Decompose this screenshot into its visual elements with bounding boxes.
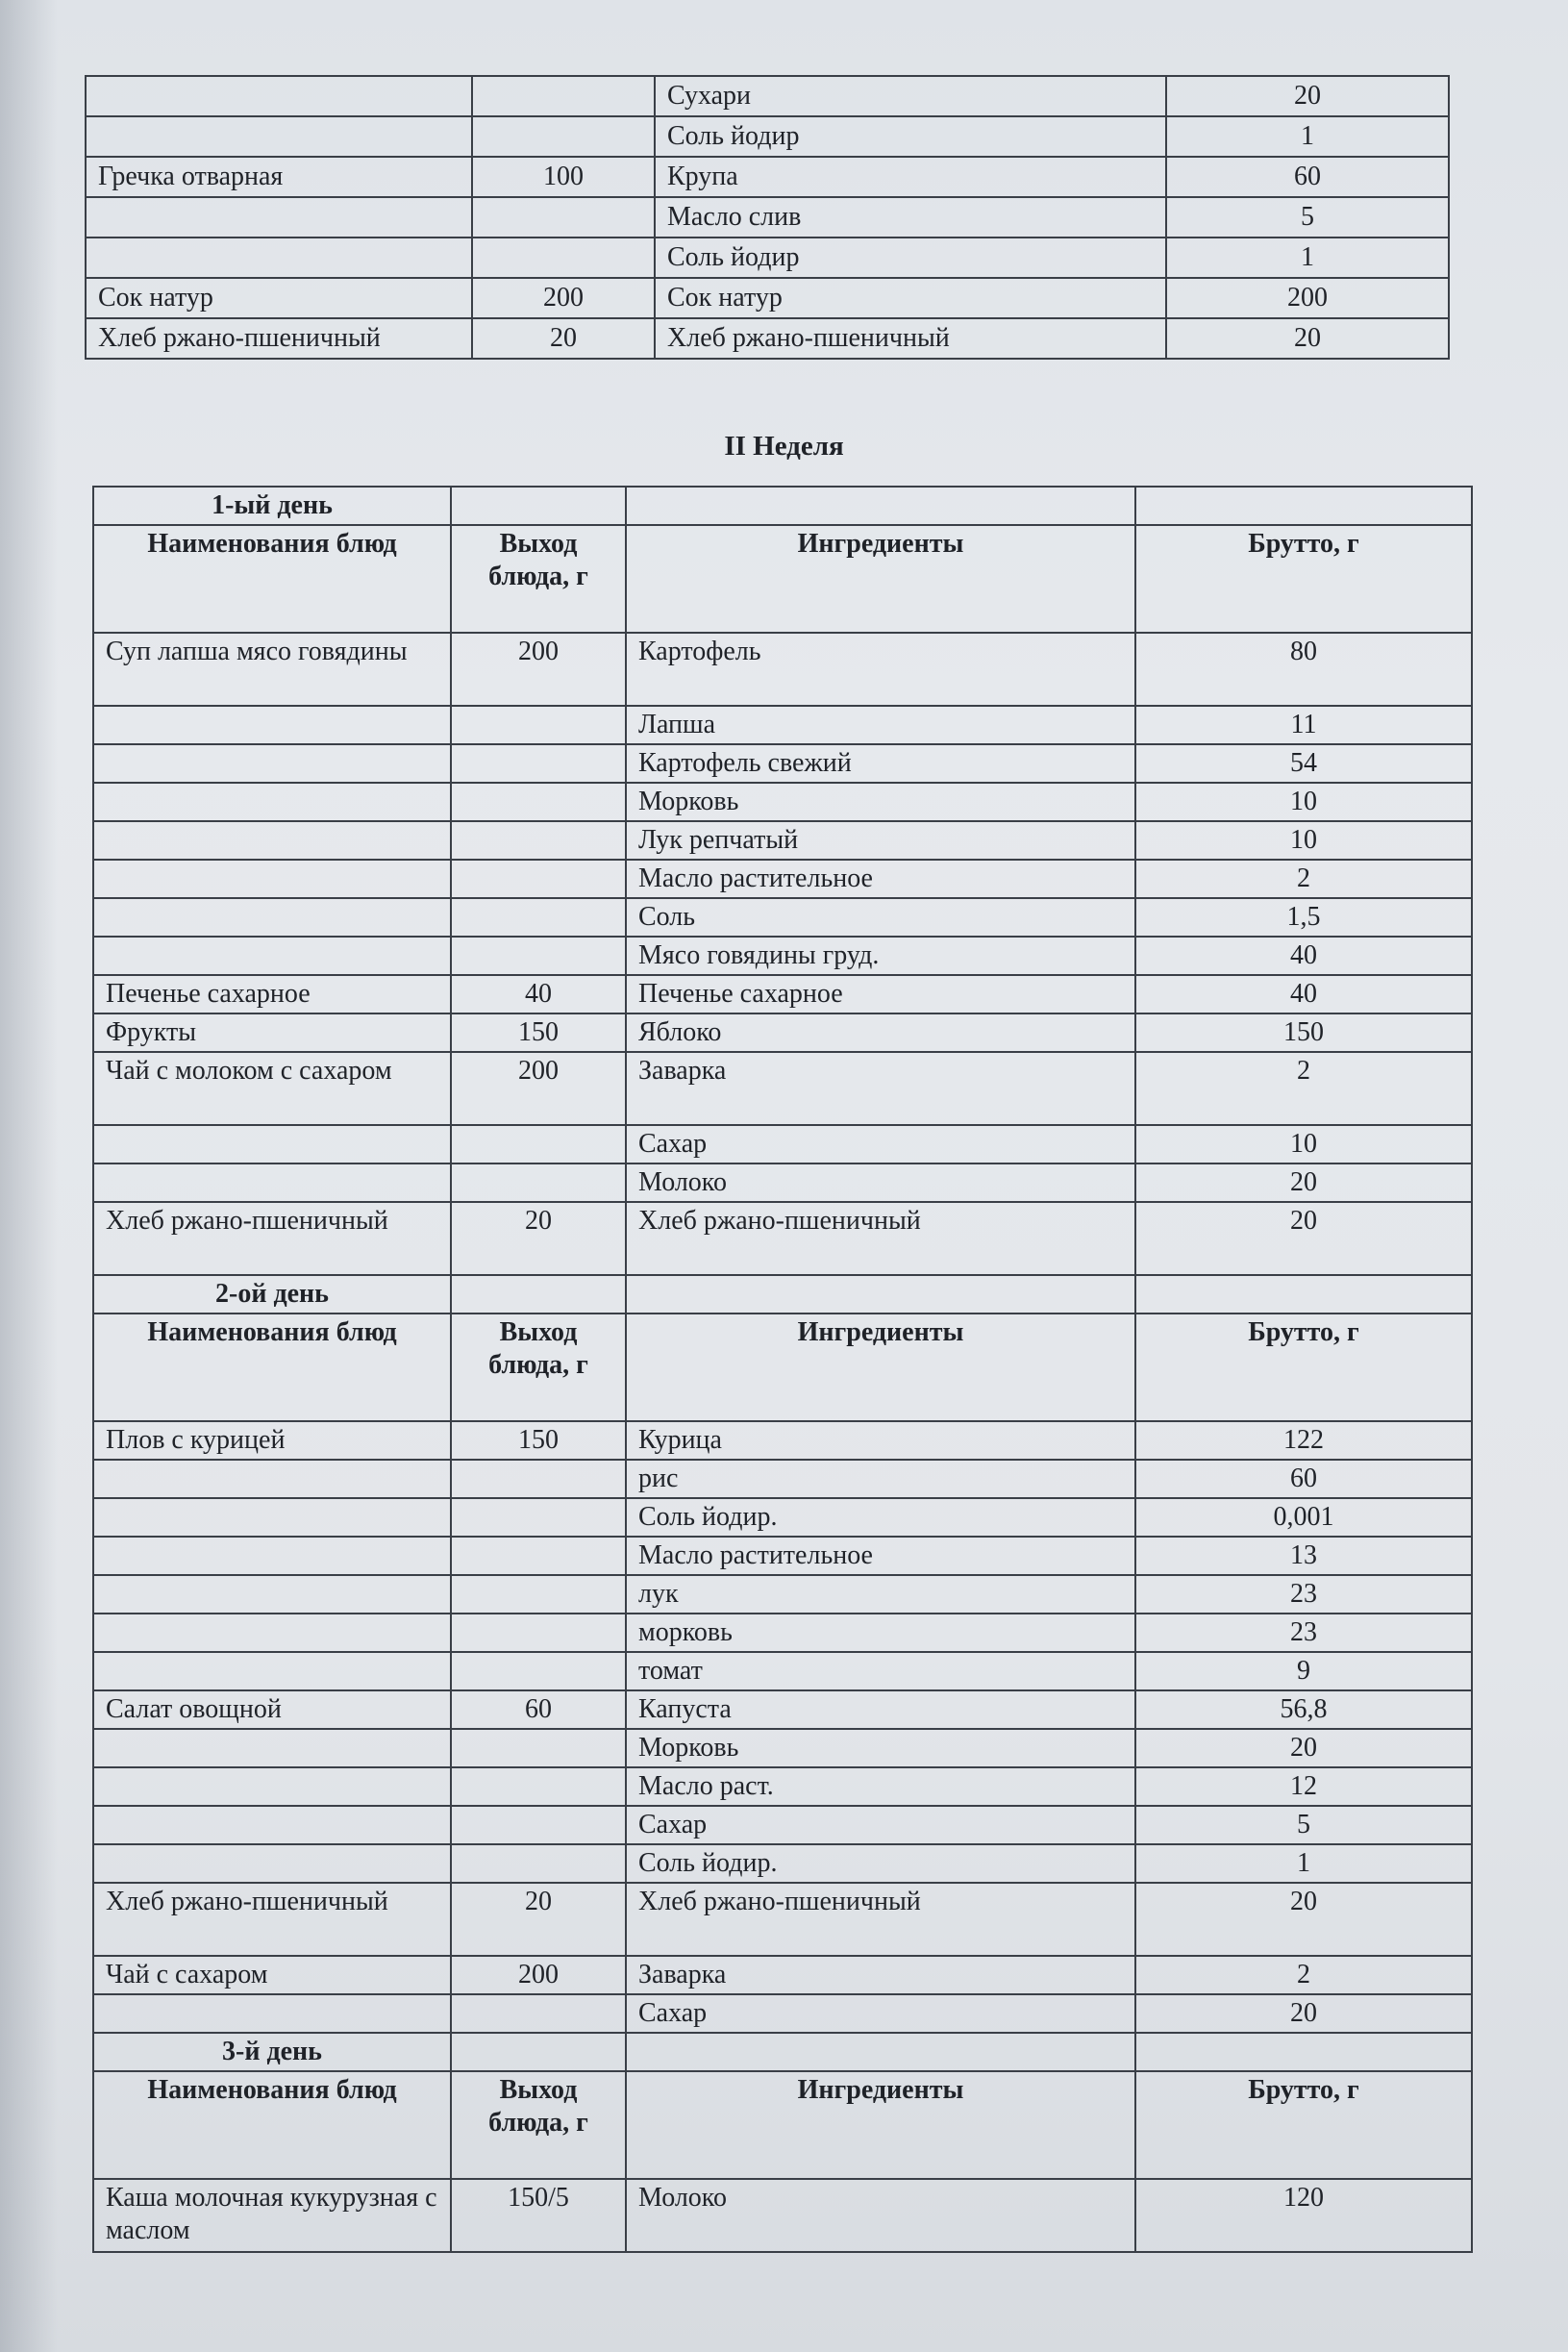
dish-name-cell: Гречка отварная (86, 157, 472, 197)
table-row (93, 821, 1472, 860)
table-row (93, 783, 1472, 821)
table-row (93, 2179, 1472, 2252)
ingredient-cell: лук (626, 1575, 1135, 1614)
table-row (93, 1956, 1472, 1994)
dish-name-cell (86, 76, 472, 116)
dish-yield-cell: 60 (451, 1690, 626, 1729)
column-header-row (93, 1314, 1472, 1421)
dish-yield-cell (451, 1806, 626, 1844)
dish-yield-cell (451, 1767, 626, 1806)
dish-name-cell: Суп лапша мясо говядины (93, 633, 451, 706)
gross-weight-cell: Брутто, г (1135, 2071, 1472, 2179)
dish-name-cell: 1-ый день (93, 487, 451, 525)
table-row (93, 1460, 1472, 1498)
dish-name-cell: Каша молочная кукурузная с маслом (93, 2179, 451, 2252)
table-row (93, 937, 1472, 975)
gross-weight-cell: 10 (1135, 821, 1472, 860)
gross-weight-cell: 150 (1135, 1013, 1472, 1052)
ingredient-cell: томат (626, 1652, 1135, 1690)
day-label-row (93, 1275, 1472, 1314)
table-row (93, 706, 1472, 744)
dish-yield-cell: Выход блюда, г (451, 2071, 626, 2179)
gross-weight-cell: 0,001 (1135, 1498, 1472, 1537)
gross-weight-cell: 13 (1135, 1537, 1472, 1575)
ingredient-cell: Хлеб ржано-пшеничный (626, 1202, 1135, 1275)
dish-name-cell: Наименования блюд (93, 2071, 451, 2179)
dish-name-cell (86, 238, 472, 278)
ingredient-cell: Масло раст. (626, 1767, 1135, 1806)
table-row (93, 1013, 1472, 1052)
previous-menu-table (85, 75, 1450, 360)
ingredient-cell: Заварка (626, 1956, 1135, 1994)
dish-yield-cell (451, 1614, 626, 1652)
dish-yield-cell (472, 76, 655, 116)
dish-name-cell: 2-ой день (93, 1275, 451, 1314)
ingredient-cell: Ингредиенты (626, 2071, 1135, 2179)
dish-name-cell (93, 744, 451, 783)
dish-yield-cell (451, 937, 626, 975)
gross-weight-cell: 56,8 (1135, 1690, 1472, 1729)
dish-yield-cell (451, 1729, 626, 1767)
dish-yield-cell: 20 (451, 1202, 626, 1275)
dish-name-cell (93, 1614, 451, 1652)
dish-yield-cell: Выход блюда, г (451, 1314, 626, 1421)
ingredient-cell: Морковь (626, 783, 1135, 821)
gross-weight-cell: 10 (1135, 783, 1472, 821)
table-row (93, 1767, 1472, 1806)
dish-yield-cell: 200 (451, 1052, 626, 1125)
week-title: II Неделя (724, 431, 844, 462)
gross-weight-cell: 40 (1135, 937, 1472, 975)
ingredient-cell: Сахар (626, 1806, 1135, 1844)
dish-name-cell (93, 860, 451, 898)
dish-yield-cell (451, 898, 626, 937)
dish-yield-cell: 150/5 (451, 2179, 626, 2252)
gross-weight-cell (1135, 1275, 1472, 1314)
gross-weight-cell: 20 (1135, 1202, 1472, 1275)
gross-weight-cell: 40 (1135, 975, 1472, 1013)
gross-weight-cell: 1 (1166, 238, 1449, 278)
dish-yield-cell (451, 821, 626, 860)
gross-weight-cell: 5 (1135, 1806, 1472, 1844)
gross-weight-cell: 23 (1135, 1575, 1472, 1614)
table-row (93, 1652, 1472, 1690)
gross-weight-cell: 9 (1135, 1652, 1472, 1690)
dish-name-cell: 3-й день (93, 2033, 451, 2071)
dish-name-cell (93, 821, 451, 860)
dish-yield-cell: 200 (472, 278, 655, 318)
dish-yield-cell (451, 1844, 626, 1883)
dish-name-cell (93, 1994, 451, 2033)
table-row (86, 76, 1449, 116)
gross-weight-cell: 1 (1166, 116, 1449, 157)
dish-name-cell (93, 1537, 451, 1575)
table-row (86, 197, 1449, 238)
gross-weight-cell: 23 (1135, 1614, 1472, 1652)
gross-weight-cell: 20 (1135, 1163, 1472, 1202)
dish-name-cell (93, 1652, 451, 1690)
dish-name-cell: Чай с молоком с сахаром (93, 1052, 451, 1125)
ingredient-cell: Морковь (626, 1729, 1135, 1767)
ingredient-cell: Сахар (626, 1125, 1135, 1163)
table-row (93, 1883, 1472, 1956)
ingredient-cell: Молоко (626, 1163, 1135, 1202)
ingredient-cell: Картофель свежий (626, 744, 1135, 783)
ingredient-cell: Масло растительное (626, 1537, 1135, 1575)
gross-weight-cell (1135, 2033, 1472, 2071)
gross-weight-cell: 20 (1135, 1729, 1472, 1767)
gross-weight-cell: 2 (1135, 860, 1472, 898)
ingredient-cell (626, 487, 1135, 525)
dish-name-cell (93, 937, 451, 975)
table-row (93, 1202, 1472, 1275)
dish-name-cell: Наименования блюд (93, 525, 451, 633)
ingredient-cell: Печенье сахарное (626, 975, 1135, 1013)
dish-name-cell (93, 1125, 451, 1163)
ingredient-cell: Соль йодир. (626, 1498, 1135, 1537)
table-row (86, 116, 1449, 157)
ingredient-cell: Курица (626, 1421, 1135, 1460)
ingredient-cell: Картофель (626, 633, 1135, 706)
dish-name-cell (93, 1460, 451, 1498)
dish-yield-cell (451, 1125, 626, 1163)
gross-weight-cell: Брутто, г (1135, 1314, 1472, 1421)
ingredient-cell: Сухари (655, 76, 1166, 116)
dish-yield-cell (451, 1575, 626, 1614)
gross-weight-cell: 2 (1135, 1052, 1472, 1125)
table-row (93, 1994, 1472, 2033)
table-row (86, 318, 1449, 359)
table-row (86, 238, 1449, 278)
ingredient-cell: Масло растительное (626, 860, 1135, 898)
table-row (93, 1844, 1472, 1883)
ingredient-cell: Сахар (626, 1994, 1135, 2033)
ingredient-cell: Соль йодир (655, 116, 1166, 157)
dish-yield-cell (472, 116, 655, 157)
ingredient-cell: Лук репчатый (626, 821, 1135, 860)
gross-weight-cell: Брутто, г (1135, 525, 1472, 633)
gross-weight-cell: 54 (1135, 744, 1472, 783)
table-row (93, 898, 1472, 937)
dish-name-cell: Хлеб ржано-пшеничный (93, 1883, 451, 1956)
dish-name-cell (93, 706, 451, 744)
dish-yield-cell (451, 1498, 626, 1537)
ingredient-cell (626, 1275, 1135, 1314)
dish-name-cell (86, 116, 472, 157)
gross-weight-cell: 11 (1135, 706, 1472, 744)
dish-name-cell (93, 1575, 451, 1614)
table-row (93, 1052, 1472, 1125)
table-row (93, 1806, 1472, 1844)
ingredient-cell: Хлеб ржано-пшеничный (655, 318, 1166, 359)
dish-yield-cell (451, 487, 626, 525)
gross-weight-cell: 5 (1166, 197, 1449, 238)
gross-weight-cell: 60 (1135, 1460, 1472, 1498)
dish-name-cell (93, 1806, 451, 1844)
dish-name-cell (93, 1844, 451, 1883)
ingredient-cell: Заварка (626, 1052, 1135, 1125)
ingredient-cell: Соль йодир. (626, 1844, 1135, 1883)
ingredient-cell: Соль йодир (655, 238, 1166, 278)
dish-yield-cell (451, 783, 626, 821)
dish-yield-cell (451, 1275, 626, 1314)
gross-weight-cell: 80 (1135, 633, 1472, 706)
ingredient-cell: Мясо говядины груд. (626, 937, 1135, 975)
dish-name-cell: Печенье сахарное (93, 975, 451, 1013)
gross-weight-cell: 1,5 (1135, 898, 1472, 937)
dish-name-cell: Салат овощной (93, 1690, 451, 1729)
dish-name-cell (93, 898, 451, 937)
dish-yield-cell: 200 (451, 1956, 626, 1994)
ingredient-cell: Лапша (626, 706, 1135, 744)
dish-name-cell: Хлеб ржано-пшеничный (93, 1202, 451, 1275)
dish-name-cell (93, 1767, 451, 1806)
table-row (93, 1690, 1472, 1729)
gross-weight-cell: 122 (1135, 1421, 1472, 1460)
week-menu-table (92, 486, 1473, 2253)
ingredient-cell: Сок натур (655, 278, 1166, 318)
dish-name-cell (93, 1498, 451, 1537)
dish-yield-cell (451, 1460, 626, 1498)
dish-yield-cell: 150 (451, 1421, 626, 1460)
dish-yield-cell: 150 (451, 1013, 626, 1052)
gross-weight-cell: 20 (1166, 318, 1449, 359)
table-row (93, 1421, 1472, 1460)
dish-yield-cell (472, 238, 655, 278)
table-row (93, 1614, 1472, 1652)
dish-name-cell: Плов с курицей (93, 1421, 451, 1460)
column-header-row (93, 2071, 1472, 2179)
gross-weight-cell: 200 (1166, 278, 1449, 318)
sheet-edge-shadow (0, 0, 58, 2352)
dish-yield-cell (451, 1537, 626, 1575)
ingredient-cell: Соль (626, 898, 1135, 937)
gross-weight-cell: 10 (1135, 1125, 1472, 1163)
dish-yield-cell (451, 706, 626, 744)
ingredient-cell: Капуста (626, 1690, 1135, 1729)
day-label-row (93, 2033, 1472, 2071)
ingredient-cell: морковь (626, 1614, 1135, 1652)
gross-weight-cell (1135, 487, 1472, 525)
ingredient-cell: Яблоко (626, 1013, 1135, 1052)
dish-yield-cell (451, 860, 626, 898)
dish-name-cell: Хлеб ржано-пшеничный (86, 318, 472, 359)
ingredient-cell: Хлеб ржано-пшеничный (626, 1883, 1135, 1956)
dish-name-cell: Наименования блюд (93, 1314, 451, 1421)
dish-name-cell (93, 1729, 451, 1767)
dish-yield-cell: 100 (472, 157, 655, 197)
ingredient-cell: Масло слив (655, 197, 1166, 238)
column-header-row (93, 525, 1472, 633)
table-row (86, 278, 1449, 318)
table-row (93, 1125, 1472, 1163)
gross-weight-cell: 120 (1135, 2179, 1472, 2252)
gross-weight-cell: 1 (1135, 1844, 1472, 1883)
dish-yield-cell (451, 1994, 626, 2033)
table-row (93, 1537, 1472, 1575)
ingredient-cell: Ингредиенты (626, 525, 1135, 633)
table-row (93, 744, 1472, 783)
ingredient-cell: Ингредиенты (626, 1314, 1135, 1421)
dish-yield-cell: 20 (451, 1883, 626, 1956)
dish-name-cell (93, 1163, 451, 1202)
table-row (93, 1498, 1472, 1537)
dish-name-cell (86, 197, 472, 238)
dish-yield-cell: Выход блюда, г (451, 525, 626, 633)
gross-weight-cell: 2 (1135, 1956, 1472, 1994)
gross-weight-cell: 12 (1135, 1767, 1472, 1806)
table-row (93, 633, 1472, 706)
dish-name-cell: Фрукты (93, 1013, 451, 1052)
dish-yield-cell (451, 1163, 626, 1202)
gross-weight-cell: 60 (1166, 157, 1449, 197)
ingredient-cell: Молоко (626, 2179, 1135, 2252)
ingredient-cell: Крупа (655, 157, 1166, 197)
dish-yield-cell (451, 744, 626, 783)
dish-name-cell: Чай с сахаром (93, 1956, 451, 1994)
dish-name-cell: Сок натур (86, 278, 472, 318)
dish-yield-cell (451, 1652, 626, 1690)
dish-name-cell (93, 783, 451, 821)
table-row (93, 975, 1472, 1013)
gross-weight-cell: 20 (1135, 1883, 1472, 1956)
table-row (86, 157, 1449, 197)
dish-yield-cell (451, 2033, 626, 2071)
gross-weight-cell: 20 (1166, 76, 1449, 116)
table-row (93, 1729, 1472, 1767)
table-row (93, 1575, 1472, 1614)
day-label-row (93, 487, 1472, 525)
gross-weight-cell: 20 (1135, 1994, 1472, 2033)
ingredient-cell (626, 2033, 1135, 2071)
dish-yield-cell (472, 197, 655, 238)
table-row (93, 860, 1472, 898)
dish-yield-cell: 20 (472, 318, 655, 359)
table-row (93, 1163, 1472, 1202)
dish-yield-cell: 40 (451, 975, 626, 1013)
dish-yield-cell: 200 (451, 633, 626, 706)
ingredient-cell: рис (626, 1460, 1135, 1498)
